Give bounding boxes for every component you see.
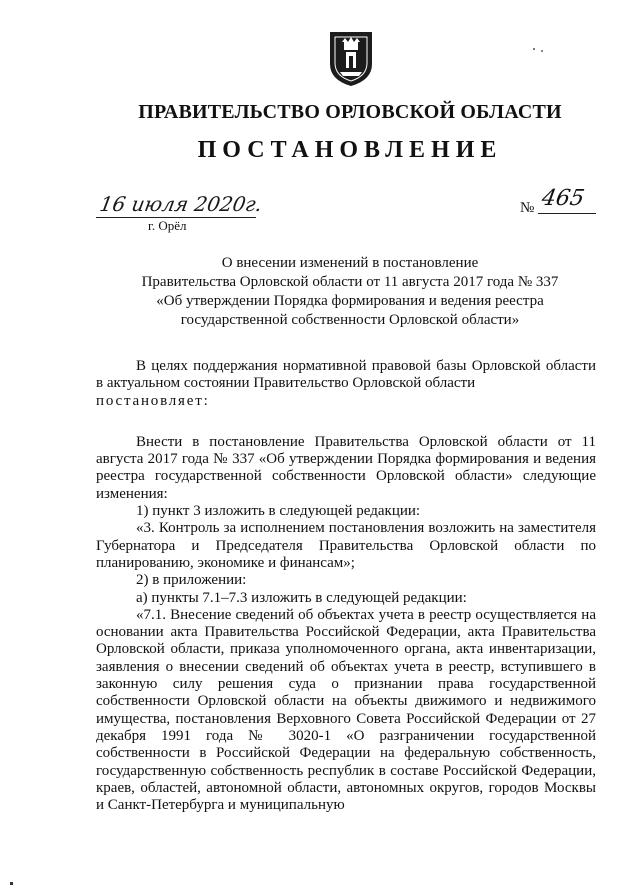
document-subject <box>100 254 600 330</box>
subject-line: О внесении изменений в постановление <box>221 255 479 271</box>
subject-line: «Об утверждении Порядка формирования и ведения реестра <box>156 293 544 309</box>
subject-line: государственной собственности Орловской области» <box>180 312 520 328</box>
body-paragraph: 1) пункт 3 изложить в следующей редакции: <box>136 503 421 520</box>
preamble-paragraph: В целях поддержания нормативной правовой базы Орловской области в актуальном состоянии Правительство Орловской области <box>96 358 596 392</box>
number-label: № <box>520 200 535 216</box>
body-paragraph: а) пункты 7.1–7.3 изложить в следующей редакции: <box>136 589 467 606</box>
document-body <box>96 358 596 814</box>
body-paragraph: 2) в приложении: <box>136 572 247 589</box>
document-type-title: ПОСТАНОВЛЕНИЕ <box>197 137 503 163</box>
body-paragraph: «7.1. Внесение сведений об объектах учета в реестр осуществляется на основании акта Правительства Российской Федерации, акта Правительства Орловской области, приказа уполномоченного органа, акта инвентаризации, заявления о внесении сведений об объектах учета в реестр, вступившего в законную силу решения суда о признании права государственной собственности Орловской области на объекты движимого и недвижимого имущества, постановления Верховного Совета Российской Федерации от 27 декабря 1991 года № 3020-1 «О разграничении государственной собственности в Российской Федерации на федеральную собственность, государственную собственность республик в составе Российской Федерации, краев, областей, автономной области, автономных округов, городов Москвы и Санкт-Петербурга и муниципальную <box>96 606 596 814</box>
handwritten-date: 16 июля 2020г. <box>97 192 265 216</box>
resolves-word: постановляет: <box>96 392 210 409</box>
coat-of-arms-emblem <box>326 28 376 88</box>
body-paragraph: Внести в постановление Правительства Орловской области от 11 августа 2017 года № 337 «Об утверждении Порядка формирования и ведения реестра государственной собственности Орловской области» следующие изменения: <box>96 433 596 502</box>
scan-speck <box>541 50 543 52</box>
city-label: г. Орёл <box>148 218 187 233</box>
handwritten-number: 465 <box>539 186 587 211</box>
scan-speck <box>533 48 535 50</box>
subject-line: Правительства Орловской области от 11 августа 2017 года № 337 <box>141 274 559 290</box>
body-paragraph: «3. Контроль за исполнением постановления возложить на заместителя Губернатора и Председателя Правительства Орловской области по планированию, экономике и финансам»; <box>96 520 596 571</box>
government-title: ПРАВИТЕЛЬСТВО ОРЛОВСКОЙ ОБЛАСТИ <box>138 101 562 123</box>
scan-speck <box>10 882 13 885</box>
